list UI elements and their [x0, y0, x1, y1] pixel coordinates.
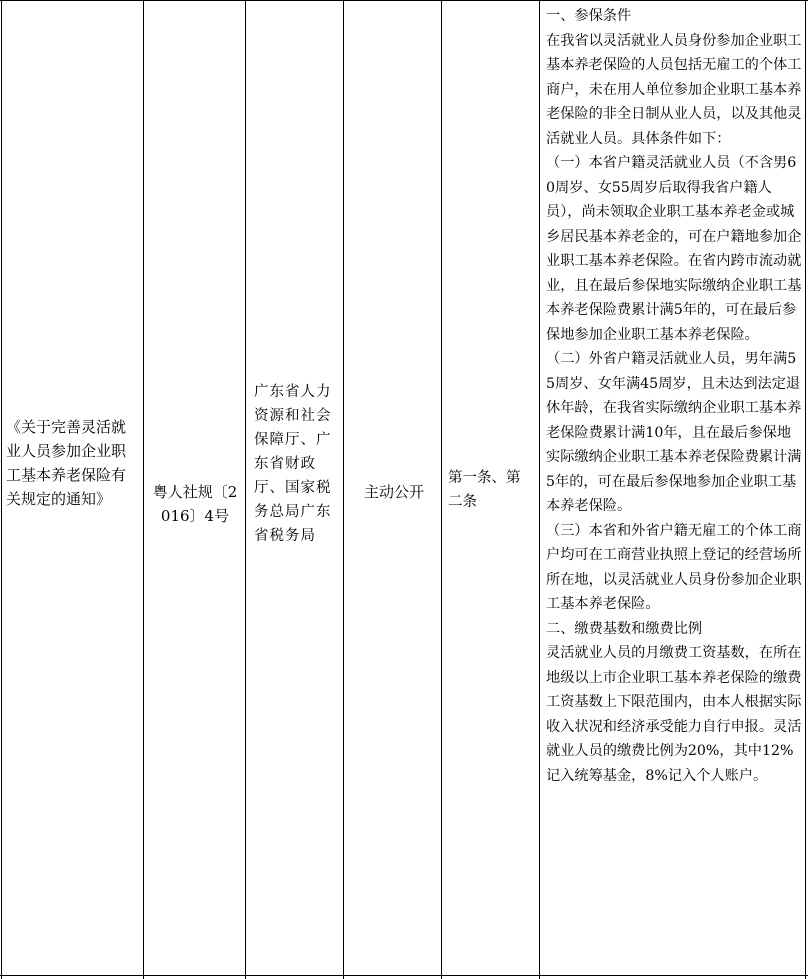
content-paragraph: 灵活就业人员的月缴费工资基数，在所在地级以上市企业职工基本养老保险的缴费工资基数上下限范围内，由本人根据实际收入状况和经济承受能力自行申报。灵活就业人员的缴费比例为20%，其中12%记入统筹基金，8%记入个人账户。 — [546, 645, 802, 784]
section-heading: 二、缴费基数和缴费比例 — [546, 620, 703, 637]
content-paragraph: （三）本省和外省户籍无雇工的个体工商户均可在工商营业执照上登记的经营场所所在地，以灵活就业人员身份参加企业职工基本养老保险。 — [546, 522, 802, 612]
table-row-bottom-border — [0, 975, 808, 976]
table-column-divider — [343, 0, 344, 979]
content-paragraph: （一）本省户籍灵活就业人员（不含男60周岁、女55周岁后取得我省户籍人员），尚未领取企业职工基本养老金或城乡居民基本养老金的，可在户籍地参加企业职工基本养老保险。在省内跨市流动就业，且在最后参保地实际缴纳企业职工基本养老保险费累计满5年的，可在最后参保地参加企业职工基本养老保险。 — [546, 155, 802, 343]
issuing-agency-cell: 广东省人力资源和社会保障厅、广东省财政厅、国家税务总局广东省税务局 — [254, 384, 332, 544]
table-column-divider — [245, 0, 246, 979]
document-name-cell: 《关于完善灵活就业人员参加企业职工基本养老保险有关规定的通知》 — [6, 418, 127, 508]
table-border-right — [805, 0, 806, 979]
table-column-divider — [143, 0, 144, 979]
section-heading: 一、参保条件 — [546, 8, 632, 24]
table-column-divider — [539, 0, 540, 979]
table-border-left — [1, 0, 2, 979]
disclosure-type-cell: 主动公开 — [363, 483, 424, 501]
content-paragraph: （二）外省户籍灵活就业人员，男年满55周岁、女年满45周岁，且未达到法定退休年龄，在我省实际缴纳企业职工基本养老保险费累计满10年，且在最后参保地实际缴纳企业职工基本养老保险费累计满5年的，可在最后参保地参加企业职工基本养老保险。 — [546, 351, 802, 514]
document-number-cell: 粤人社规〔2016〕4号 — [152, 483, 238, 525]
table-border-top — [0, 0, 808, 1]
articles-cell: 第一条、第二条 — [448, 470, 521, 510]
content-paragraph: 在我省以灵活就业人员身份参加企业职工基本养老保险的人员包括无雇工的个体工商户，未在用人单位参加企业职工基本养老保险的非全日制从业人员，以及其他灵活就业人员。具体条件如下： — [546, 32, 802, 147]
table-column-divider — [441, 0, 442, 979]
content-cell — [546, 4, 802, 788]
